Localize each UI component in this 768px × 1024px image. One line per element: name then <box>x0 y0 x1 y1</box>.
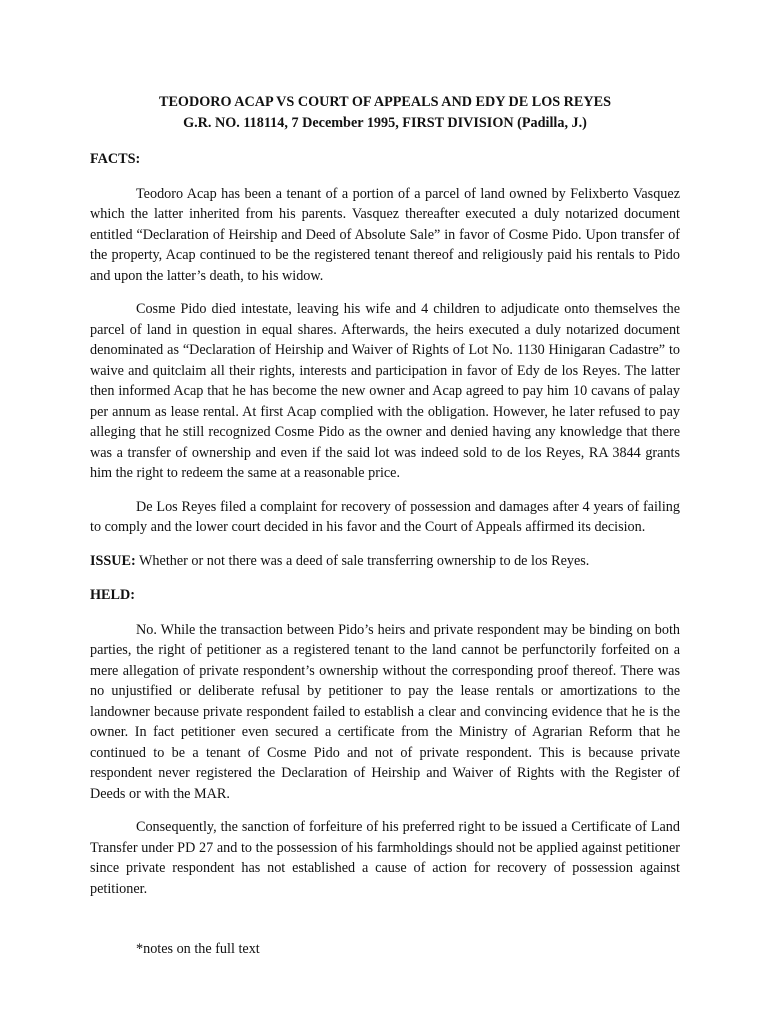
held-heading: HELD: <box>90 587 135 603</box>
case-citation: G.R. NO. 118114, 7 December 1995, FIRST DIVISION (Padilla, J.) <box>183 114 587 131</box>
facts-heading: FACTS: <box>90 151 141 167</box>
facts-paragraph: Teodoro Acap has been a tenant of a portion of a parcel of land owned by Felixberto Vasquez which the latter inherited from his parents. Vasquez thereafter executed a duly notarized document entitled “Declaration of Heirship and Deed of Absolute Sale” in favor of Cosme Pido. Upon transfer of the property, Acap continued to be the registered tenant thereof and religiously paid his rentals to Pido and upon the latter’s death, to his widow. <box>90 185 680 284</box>
facts-paragraph: De Los Reyes filed a complaint for recovery of possession and damages after 4 years of failing to comply and the lower court decided in his favor and the Court of Appeals affirmed its decision. <box>90 498 680 535</box>
facts-paragraph: Cosme Pido died intestate, leaving his wife and 4 children to adjudicate onto themselves the parcel of land in question in equal shares. Afterwards, the heirs executed a duly notarized document denominated as “Declaration of Heirship and Waiver of Rights of Lot No. 1130 Hinigaran Cadastre” to waive and quitclaim all their rights, interests and participation in favor of Edy de los Reyes. The latter then informed Acap that he has become the new owner and Acap agreed to pay him 10 cavans of palay per annum as lease rental. At first Acap complied with the obligation. However, he later refused to pay alleging that he still recognized Cosme Pido as the owner and denied having any knowledge that there was a transfer of ownership and even if the said lot was indeed sold to de los Reyes, RA 3844 grants him the right to redeem the same at a reasonable price. <box>90 301 680 481</box>
issue-text: Whether or not there was a deed of sale transferring ownership to de los Reyes. <box>135 552 590 569</box>
footnote: *notes on the full text <box>136 941 260 957</box>
issue-label: ISSUE: <box>90 552 136 569</box>
document-page <box>90 92 680 974</box>
held-paragraph: No. While the transaction between Pido’s heirs and private respondent may be binding on both parties, the right of petitioner as a registered tenant to the land cannot be perfunctorily forfeited on a mere allegation of private respondent’s ownership without the corresponding proof thereof. There was no unjustified or deliberate refusal by petitioner to pay the lease rentals or amortizations to the landowner because private respondent failed to establish a clear and convincing evidence that he is the owner. In fact petitioner even secured a certificate from the Ministry of Agrarian Reform that he continued to be a tenant of Cosme Pido and not of private respondent. This is because private respondent never registered the Declaration of Heirship and Waiver of Rights with the Register of Deeds or with the MAR. <box>90 621 680 802</box>
held-paragraph: Consequently, the sanction of forfeiture of his preferred right to be issued a Certificate of Land Transfer under PD 27 and to the possession of his farmholdings should not be applied against petitioner since private respondent has not established a cause of action for recovery of possession against petitioner. <box>90 819 680 897</box>
issue-paragraph <box>90 551 680 572</box>
case-title: TEODORO ACAP VS COURT OF APPEALS AND EDY DE LOS REYES <box>158 94 611 110</box>
